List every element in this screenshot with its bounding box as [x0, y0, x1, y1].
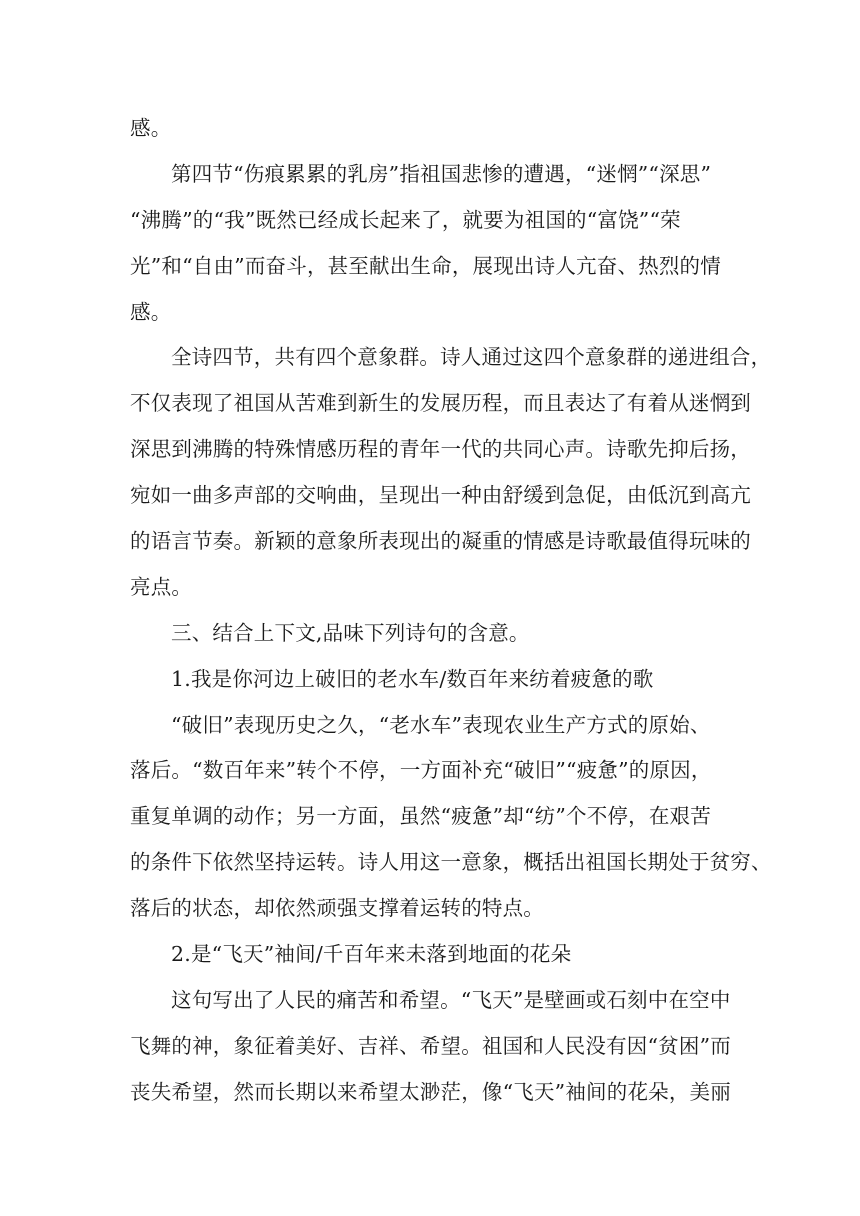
text-line: 飞舞的神，象征着美好、吉祥、希望。祖国和人民没有因“贫困”而 — [130, 1033, 731, 1058]
text-line: 重复单调的动作；另一方面，虽然“疲惫”却“纺”个不停，在艰苦 — [130, 804, 711, 829]
quoted-verse: 1.我是你河边上破旧的老水车/数百年来纺着疲惫的歌 — [171, 666, 654, 691]
text-line: 落后。“数百年来”转个不停，一方面补充“破旧”“疲惫”的原因， — [130, 758, 712, 783]
text-line: 亮点。 — [130, 574, 193, 599]
text-line: 深思到沸腾的特殊情感历程的青年一代的共同心声。诗歌先抑后扬， — [130, 437, 751, 462]
text-line: “破旧”表现历史之久，“老水车”表现农业生产方式的原始、 — [171, 712, 711, 737]
text-line: 不仅表现了祖国从苦难到新生的发展历程，而且表达了有着从迷惘到 — [130, 391, 751, 416]
text-line: 丧失希望，然而长期以来希望太渺茫，像“飞天”袖间的花朵，美丽 — [130, 1079, 731, 1104]
text-line: “沸腾”的“我”既然已经成长起来了，就要为祖国的“富饶”“荣 — [130, 207, 681, 232]
section-heading: 三、结合上下文,品味下列诗句的含意。 — [171, 620, 530, 645]
text-line: 感。 — [130, 299, 172, 324]
text-line: 的语言节奏。新颖的意象所表现出的凝重的情感是诗歌最值得玩味的 — [130, 529, 751, 554]
text-line: 落后的状态，却依然顽强支撑着运转的特点。 — [130, 896, 544, 921]
document-page — [130, 106, 772, 1116]
text-line: 这句写出了人民的痛苦和希望。“飞天”是壁画或石刻中在空中 — [171, 987, 731, 1012]
text-line: 全诗四节，共有四个意象群。诗人通过这四个意象群的递进组合， — [171, 345, 772, 370]
text-line: 第四节“伤痕累累的乳房”指祖国悲惨的遭遇，“迷惘”“深思” — [171, 161, 712, 186]
text-line: 宛如一曲多声部的交响曲，呈现出一种由舒缓到急促，由低沉到高亢 — [130, 483, 751, 508]
quoted-verse: 2.是“飞天”袖间/千百年来未落到地面的花朵 — [171, 942, 572, 967]
text-line: 的条件下依然坚持运转。诗人用这一意象，概括出祖国长期处于贫穷、 — [130, 850, 772, 875]
text-line: 感。 — [130, 116, 172, 140]
text-line: 光”和“自由”而奋斗，甚至献出生命，展现出诗人亢奋、热烈的情 — [130, 253, 721, 278]
